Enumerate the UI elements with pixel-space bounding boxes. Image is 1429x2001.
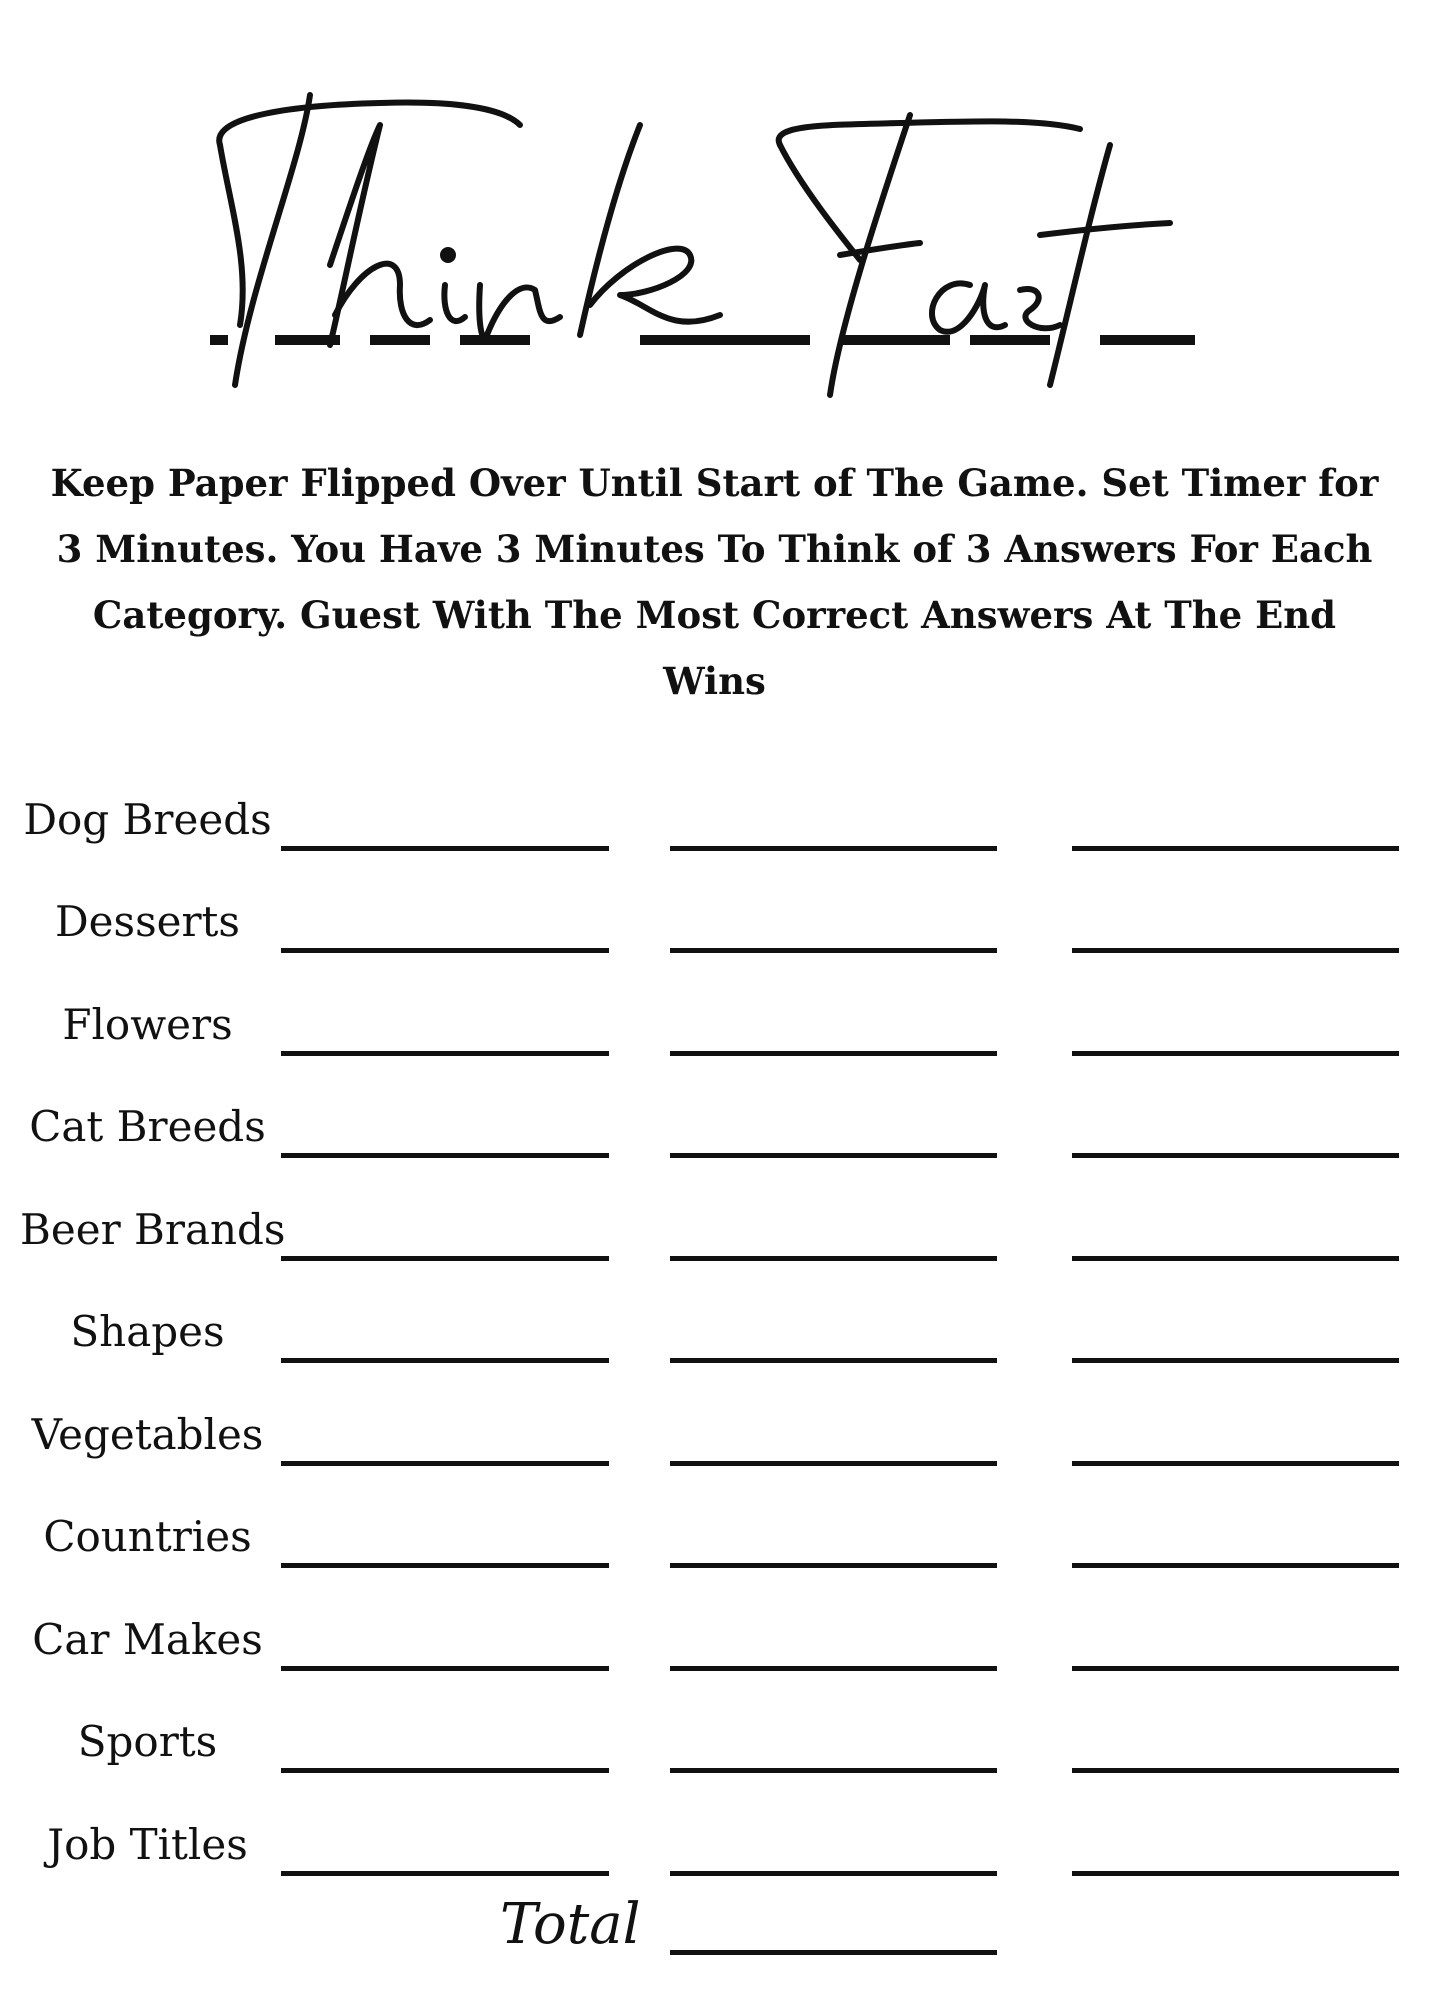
answer-line-1[interactable] [281,1563,609,1568]
answer-line-3[interactable] [1072,1768,1399,1773]
category-label: Job Titles [47,1819,248,1869]
answer-line-2[interactable] [670,1358,997,1363]
answer-line-3[interactable] [1072,1871,1399,1876]
category-row [0,1170,1429,1273]
answer-line-2[interactable] [670,1563,997,1568]
total-answer-line[interactable] [670,1950,997,1955]
category-label: Countries [43,1512,252,1561]
answer-line-1[interactable] [281,1358,609,1363]
answer-line-3[interactable] [1072,1666,1399,1671]
category-label: Beer Brands [20,1204,286,1254]
category-label: Sports [77,1717,218,1766]
answer-line-1[interactable] [281,1153,609,1158]
category-row [0,1580,1429,1683]
total-label: Total [500,1892,641,1957]
category-row [0,1478,1429,1581]
category-label: Shapes [70,1307,225,1356]
category-label: Flowers [62,999,233,1049]
answer-line-1[interactable] [281,1871,609,1876]
answer-line-1[interactable] [281,1768,609,1773]
answer-line-3[interactable] [1072,1153,1399,1158]
category-label: Dog Breeds [23,794,272,844]
instructions: Keep Paper Flipped Over Until Start of The Game. Set Timer for 3 Minutes. You Have 3 Minutes To Think of 3 Answers For Each Category. Guest With The Most Correct Answers At The End Wins [50,461,1379,703]
answer-line-1[interactable] [281,1461,609,1466]
title-block [180,85,1240,425]
answer-line-2[interactable] [670,948,997,953]
answer-line-3[interactable] [1072,1051,1399,1056]
answer-line-2[interactable] [670,1666,997,1671]
category-row [0,1068,1429,1171]
answer-line-1[interactable] [281,1666,609,1671]
category-label: Car Makes [32,1614,263,1664]
category-label: Cat Breeds [29,1102,266,1151]
answer-line-3[interactable] [1072,1461,1399,1466]
category-row [0,965,1429,1068]
category-label: Vegetables [31,1409,264,1459]
answer-line-3[interactable] [1072,1256,1399,1261]
category-row [0,1273,1429,1376]
category-list [0,760,1429,1888]
answer-line-1[interactable] [281,948,609,953]
answer-line-1[interactable] [281,1051,609,1056]
answer-line-1[interactable] [281,846,609,851]
category-row [0,1785,1429,1888]
category-row [0,1683,1429,1786]
answer-line-2[interactable] [670,1256,997,1261]
answer-line-3[interactable] [1072,1358,1399,1363]
category-row [0,1375,1429,1478]
answer-line-2[interactable] [670,1461,997,1466]
total-row [0,1880,1429,1970]
category-row [0,863,1429,966]
answer-line-2[interactable] [670,1051,997,1056]
answer-line-3[interactable] [1072,948,1399,953]
answer-line-2[interactable] [670,1768,997,1773]
answer-line-2[interactable] [670,846,997,851]
answer-line-3[interactable] [1072,1563,1399,1568]
answer-line-2[interactable] [670,1871,997,1876]
answer-line-2[interactable] [670,1153,997,1158]
category-label: Desserts [54,897,240,946]
answer-line-1[interactable] [281,1256,609,1261]
category-row [0,760,1429,863]
answer-line-3[interactable] [1072,846,1399,851]
